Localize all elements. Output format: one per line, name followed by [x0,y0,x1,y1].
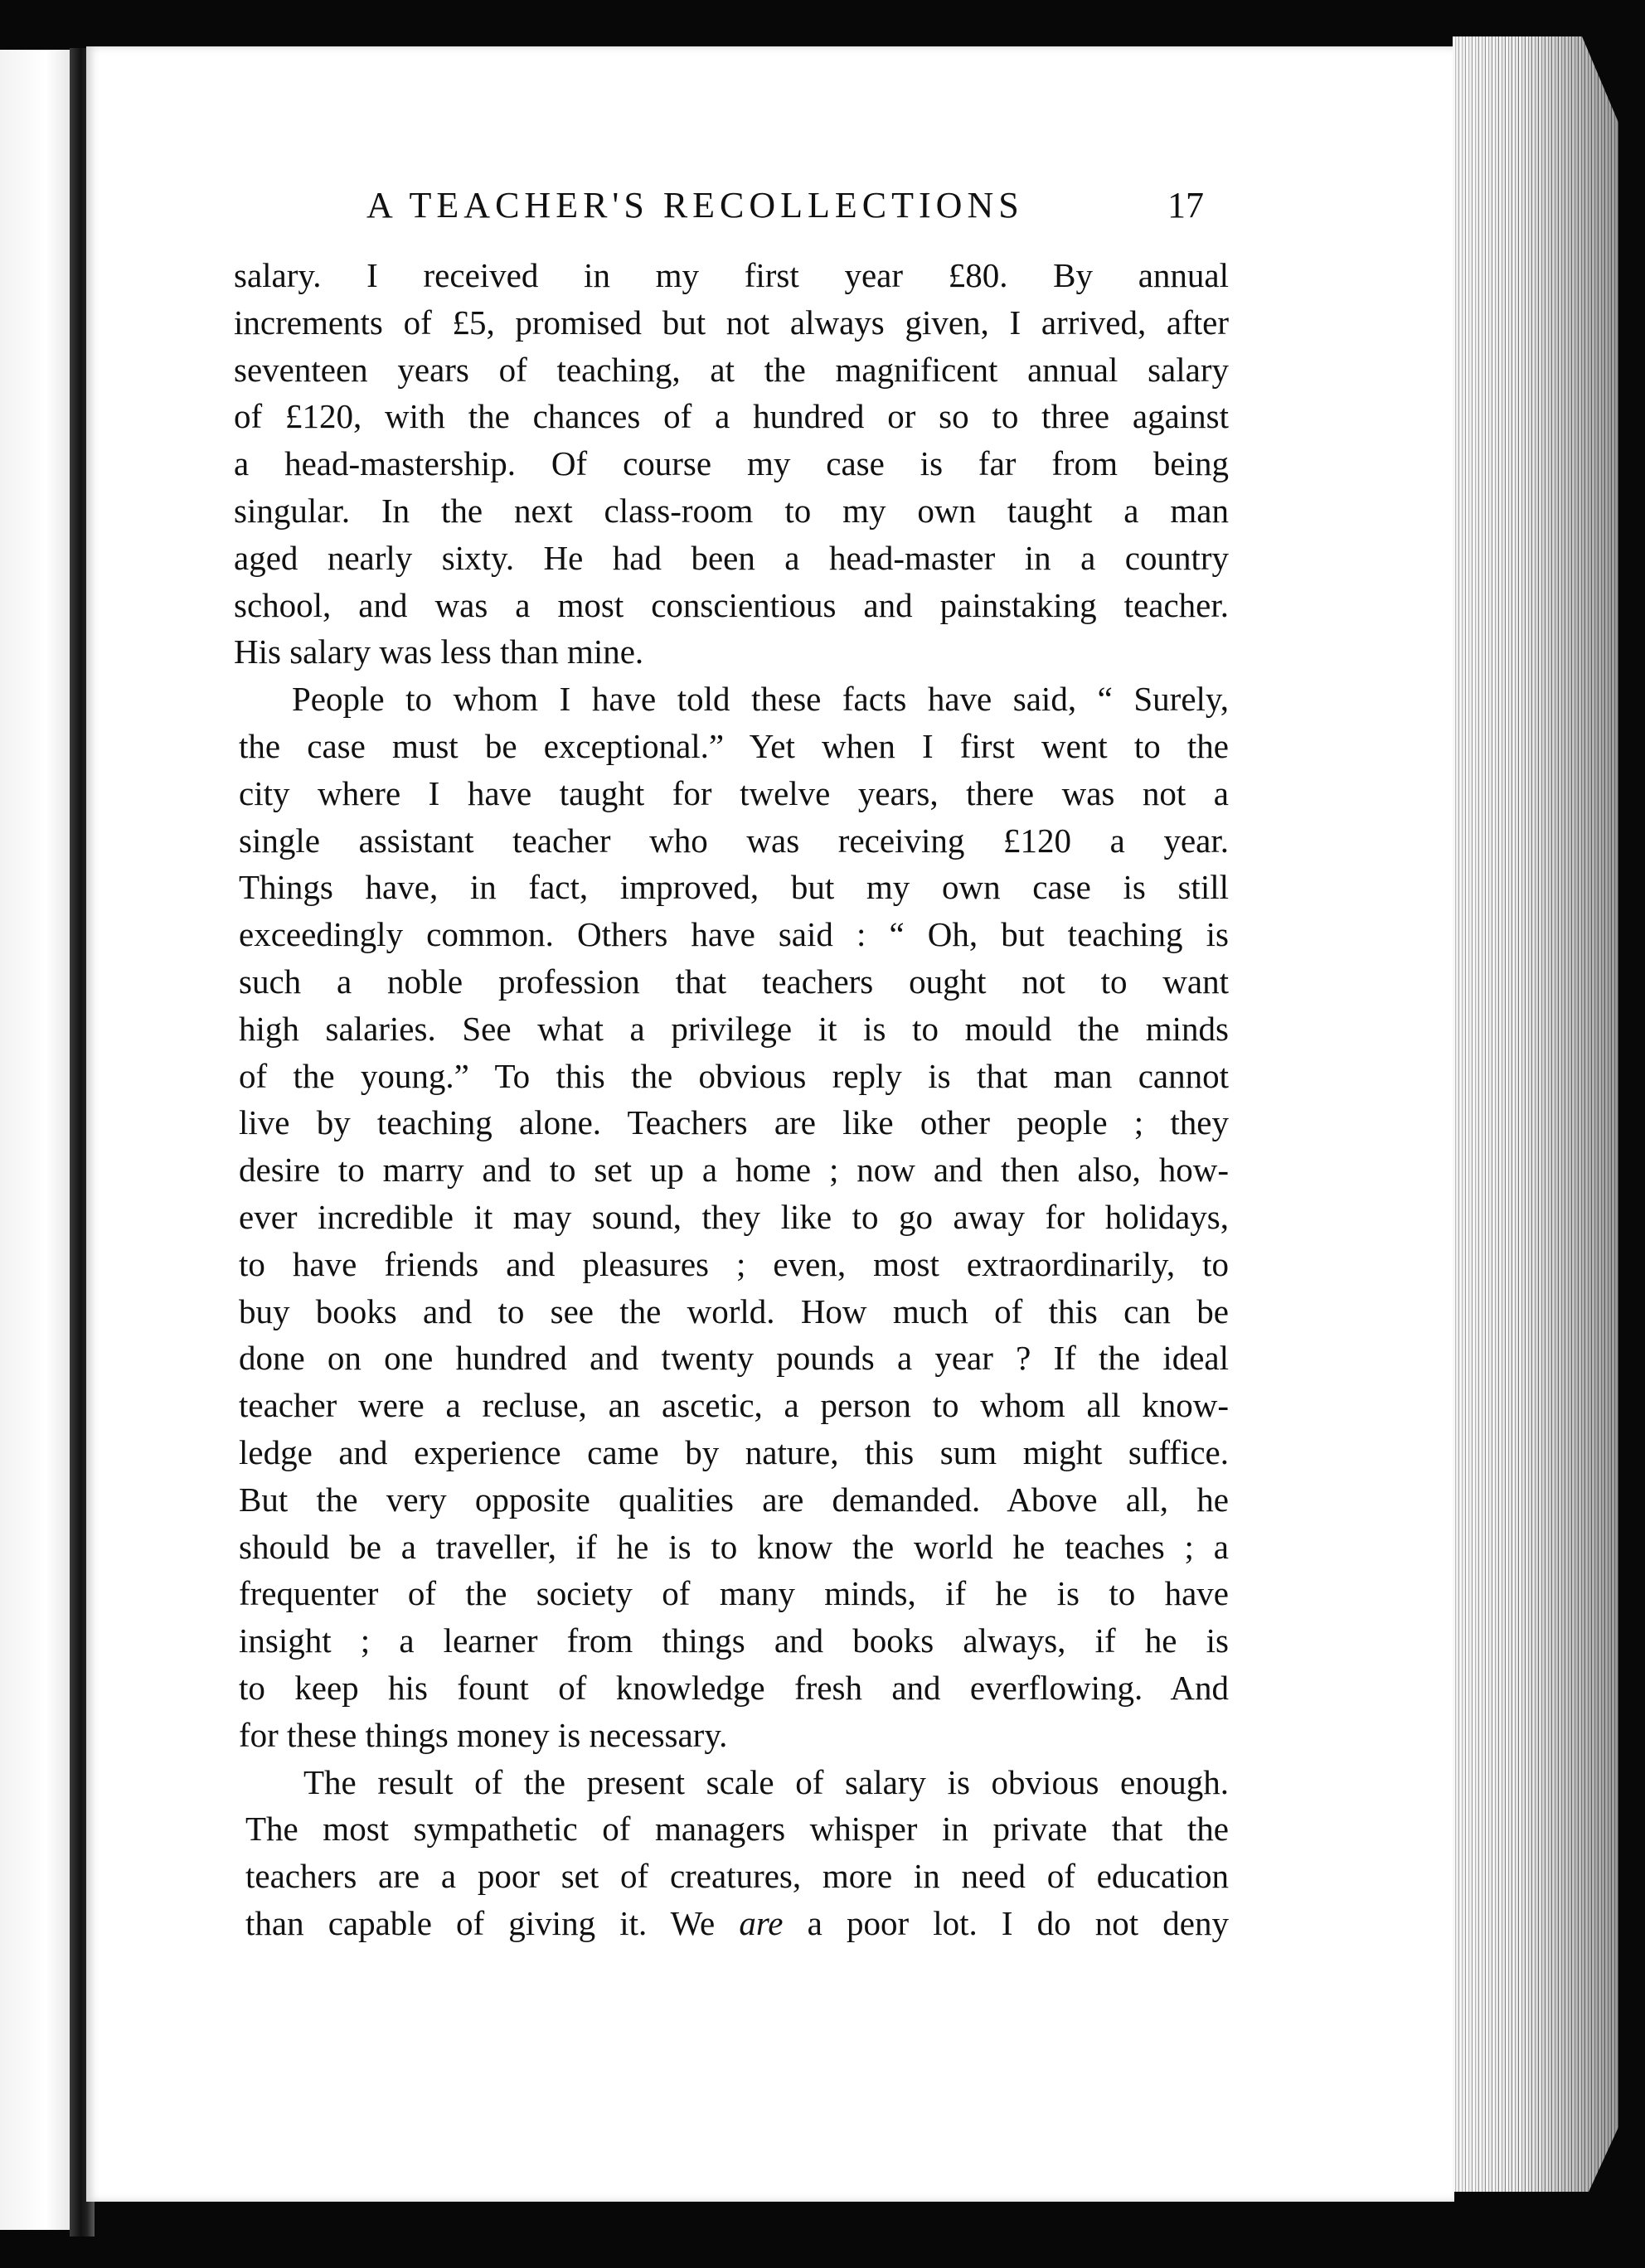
text-line: live by teaching alone. Teachers are like other people ; they [239,1103,1229,1142]
text-line: to keep his fount of knowledge fresh and everflowing. And [239,1668,1229,1707]
text-line: teacher were a recluse, an ascetic, a person to whom all know- [239,1386,1229,1425]
text-line: of £120, with the chances of a hundred or so to three against [234,397,1229,436]
text-line: increments of £5, promised but not always given, I arrived, after [234,303,1229,342]
text-line: aged nearly sixty. He had been a head-master in a country [234,538,1229,577]
running-head: A TEACHER'S RECOLLECTIONS [366,185,1024,225]
text-line: exceedingly common. Others have said : “ Oh, but teaching is [239,915,1229,954]
text-line: salary. I received in my first year £80. By annual [234,256,1229,294]
text-line: desire to marry and to set up a home ; now and then also, how- [239,1151,1229,1190]
text-line: single assistant teacher who was receiving £120 a year. [239,821,1229,860]
text-line: singular. In the next class-room to my own taught a man [234,491,1229,530]
text-line: than capable of giving it. We are a poor lot. I do not deny [245,1903,1229,1942]
body-text [234,252,1229,1947]
text-line: buy books and to see the world. How much of this can be [239,1292,1229,1330]
text-line: teachers are a poor set of creatures, more in need of education [245,1857,1229,1896]
text-line: The result of the present scale of salary is obvious enough. [303,1762,1229,1801]
previous-page-edge [0,50,76,2230]
text-line: for these things money is necessary. [239,1715,728,1754]
text-line: to have friends and pleasures ; even, most extraordinarily, to [239,1244,1229,1283]
text-line: of the young.” To this the obvious reply is that man cannot [239,1056,1229,1095]
paragraph-1 [234,252,1229,676]
text-line: insight ; a learner from things and books always, if he is [239,1621,1229,1660]
paragraph-3 [234,1759,1229,1947]
text-line: Things have, in fact, improved, but my own case is still [239,868,1229,907]
text-line: done on one hundred and twenty pounds a year ? If the ideal [239,1339,1229,1378]
text-line: His salary was less than mine. [234,632,644,671]
page-fore-edge [1453,36,1618,2192]
text-line: ever incredible it may sound, they like to go away for holidays, [239,1197,1229,1236]
text-line: But the very opposite qualities are demanded. Above all, he [239,1480,1229,1519]
page-number: 17 [1167,185,1204,225]
text-line: the case must be exceptional.” Yet when I first went to the [239,726,1229,765]
text-line: frequenter of the society of many minds, if he is to have [239,1574,1229,1613]
text-line: seventeen years of teaching, at the magnificent annual salary [234,350,1229,389]
paragraph-2 [234,676,1229,1758]
text-line: school, and was a most conscientious and painstaking teacher. [234,585,1229,624]
text-line: The most sympathetic of managers whisper in private that the [245,1810,1229,1849]
text-line: such a noble profession that teachers ought not to want [239,962,1229,1001]
text-line: ledge and experience came by nature, this sum might suffice. [239,1432,1229,1471]
emphasis: are [739,1903,784,1942]
text-line: People to whom I have told these facts have said, “ Surely, [292,680,1229,719]
text-line: high salaries. See what a privilege it is to mould the minds [239,1009,1229,1048]
text-line: city where I have taught for twelve years, there was not a [239,773,1229,812]
text-line: should be a traveller, if he is to know the world he teaches ; a [239,1527,1229,1566]
text-line: a head-mastership. Of course my case is far from being [234,444,1229,483]
